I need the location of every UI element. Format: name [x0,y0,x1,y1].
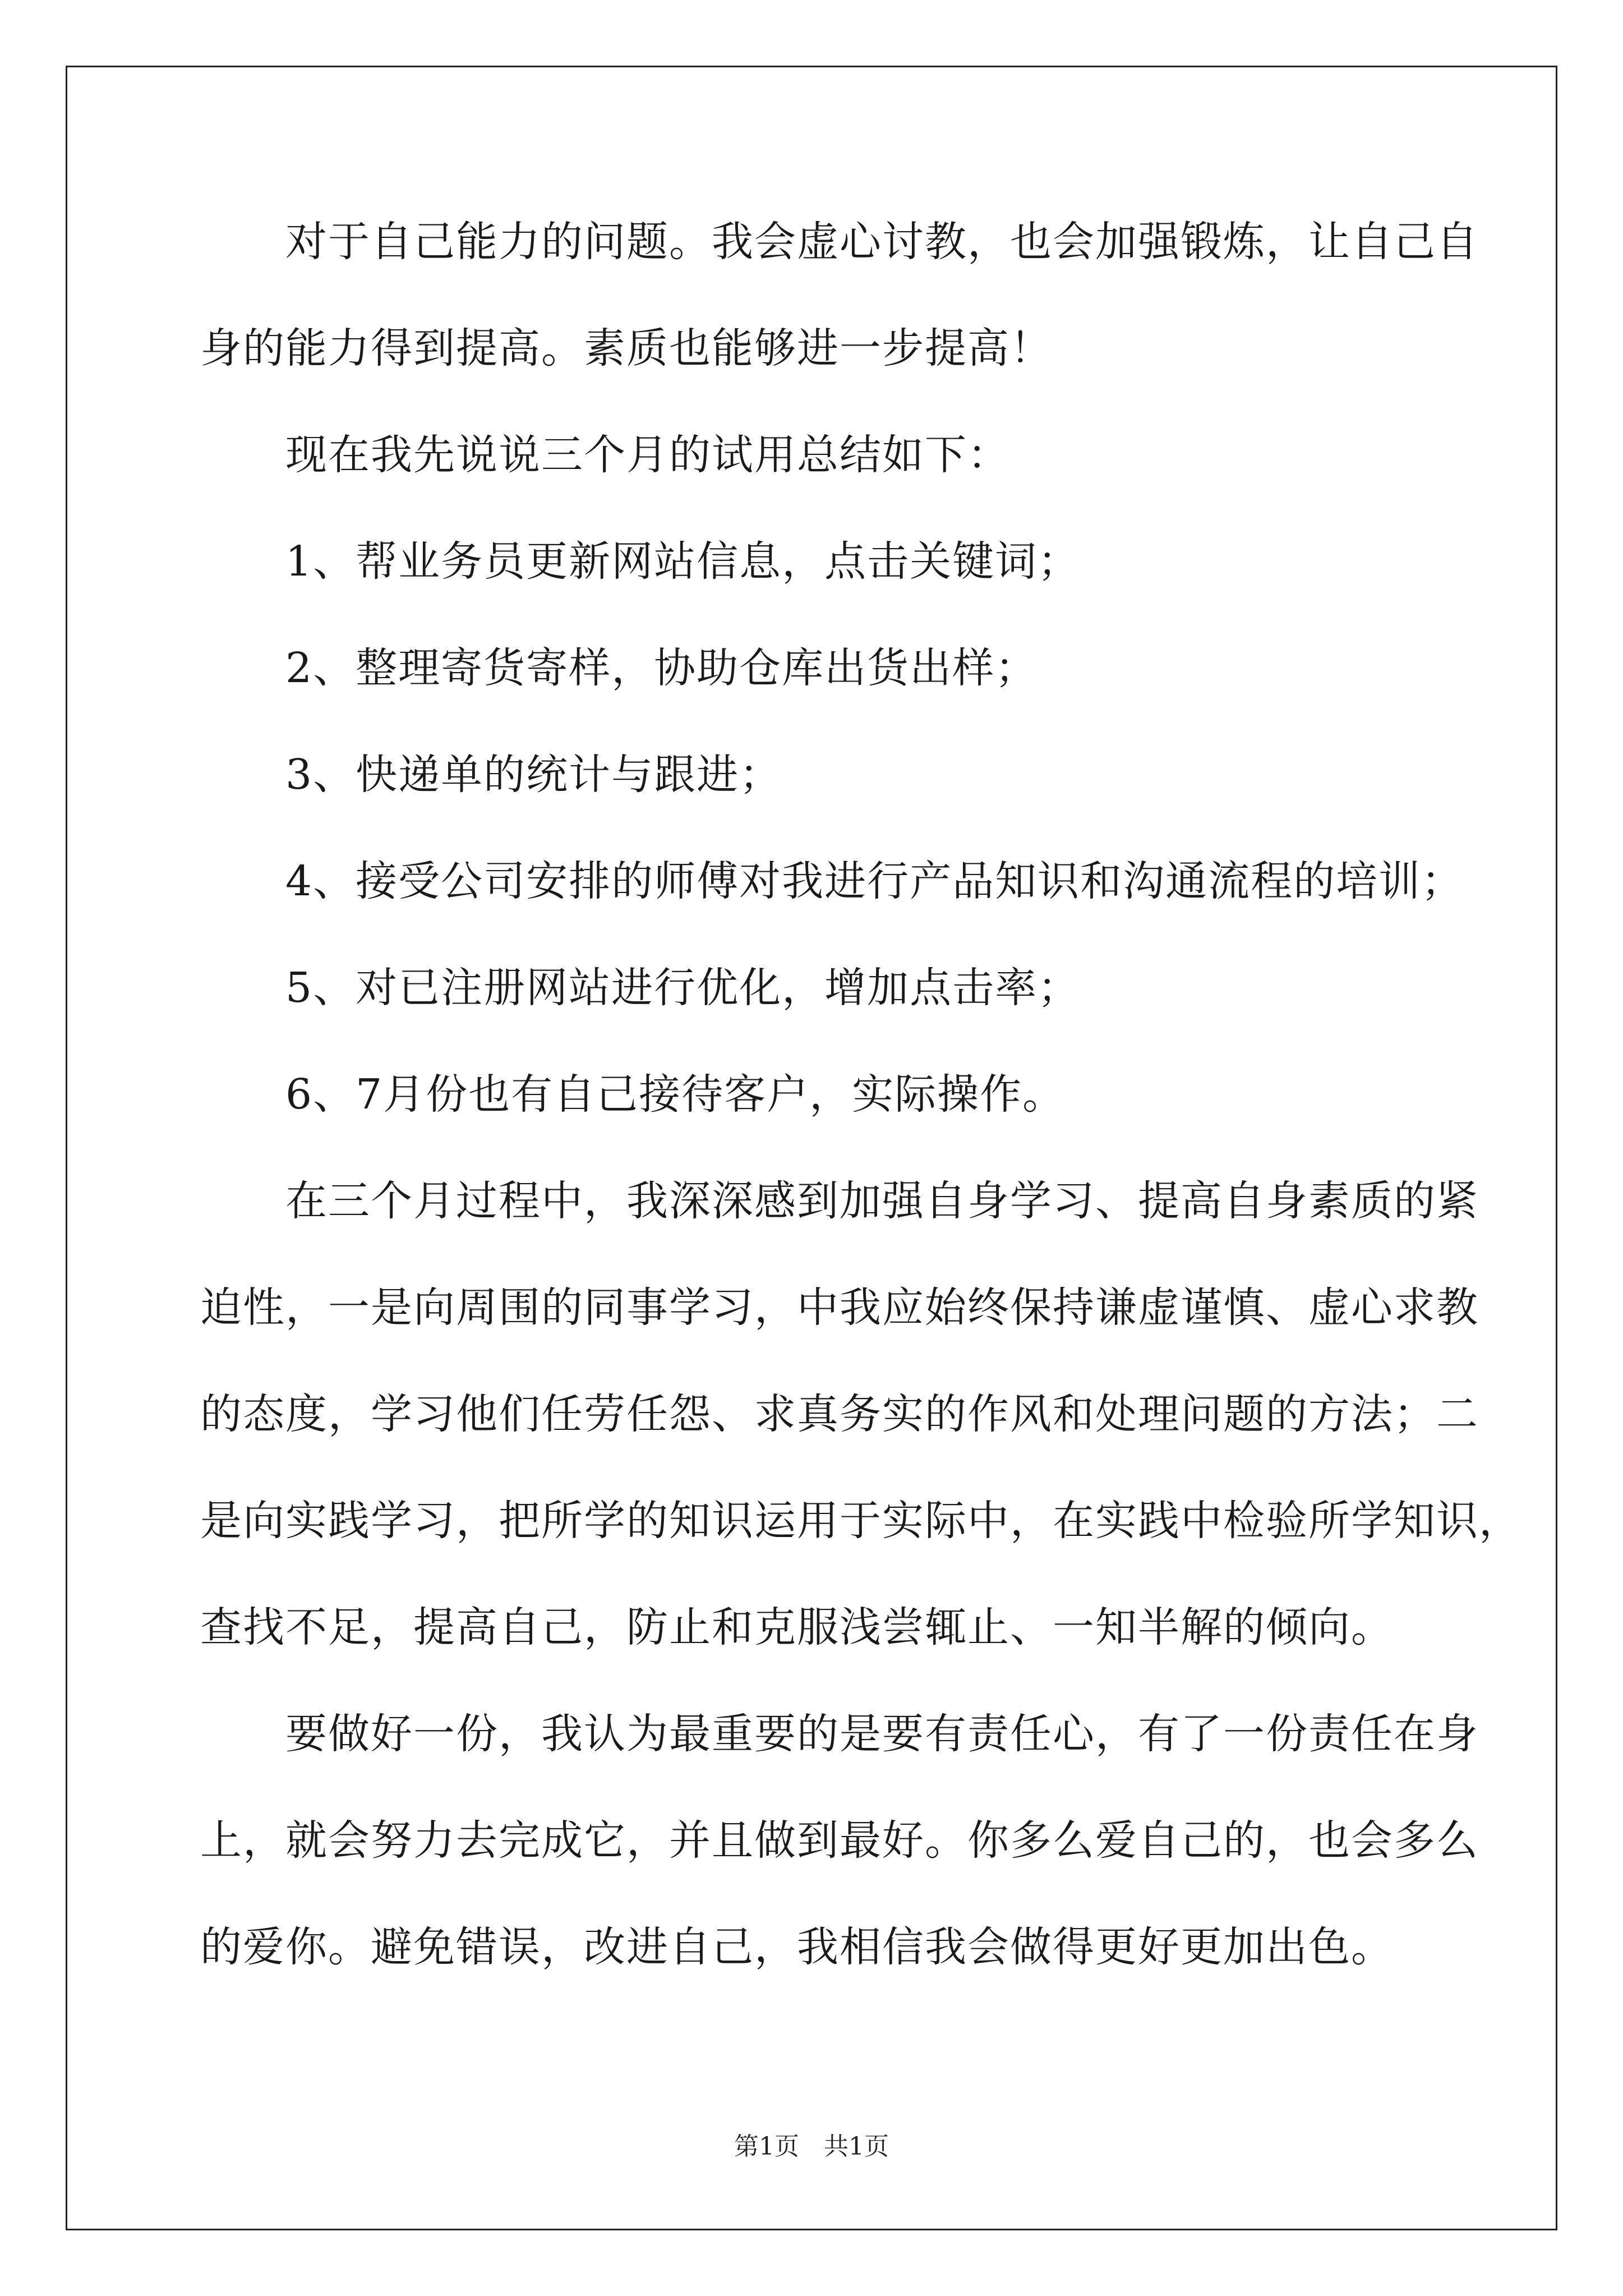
text-line: 查找不足，提高自己，防止和克服浅尝辄止、一知半解的倾向。 [200,1603,1394,1651]
text-line: 的态度，学习他们任劳任怨、求真务实的作风和处理问题的方法；二 [200,1390,1479,1438]
text-line: 3、快递单的统计与跟进； [200,751,782,799]
text-line: 1、帮业务员更新网站信息，点击关键词； [200,537,1081,586]
page-number: 第1页 共1页 [734,2132,889,2161]
text-line: 迫性，一是向周围的同事学习，中我应始终保持谦虚谨慎、虚心求教 [200,1283,1479,1332]
text-line: 上，就会努力去完成它，并且做到最好。你多么爱自己的，也会多么 [200,1816,1479,1865]
text-line: 现在我先说说三个月的试用总结如下： [200,431,1010,479]
text-line: 2、整理寄货寄样，协助仓库出货出样； [200,644,1038,692]
text-line: 6、7月份也有自己接待客户，实际操作。 [200,1070,1066,1119]
text-line: 的爱你。避免错误，改进自己，我相信我会做得更好更加出色。 [200,1923,1394,1971]
text-line: 4、接受公司安排的师傅对我进行产品知识和沟通流程的培训； [200,857,1464,905]
text-line: 要做好一份，我认为最重要的是要有责任心，有了一份责任在身 [200,1710,1479,1758]
text-line: 对于自己能力的问题。我会虚心讨教，也会加强锻炼，让自己自 [200,218,1479,266]
text-line: 是向实践学习，把所学的知识运用于实际中，在实践中检验所学知识， [200,1497,1521,1545]
text-line: 在三个月过程中，我深深感到加强自身学习、提高自身素质的紧 [200,1177,1479,1225]
text-line: 5、对已注册网站进行优化，增加点击率； [200,964,1081,1012]
text-line: 身的能力得到提高。素质也能够进一步提高！ [200,324,1053,372]
page-border [66,66,1557,2230]
